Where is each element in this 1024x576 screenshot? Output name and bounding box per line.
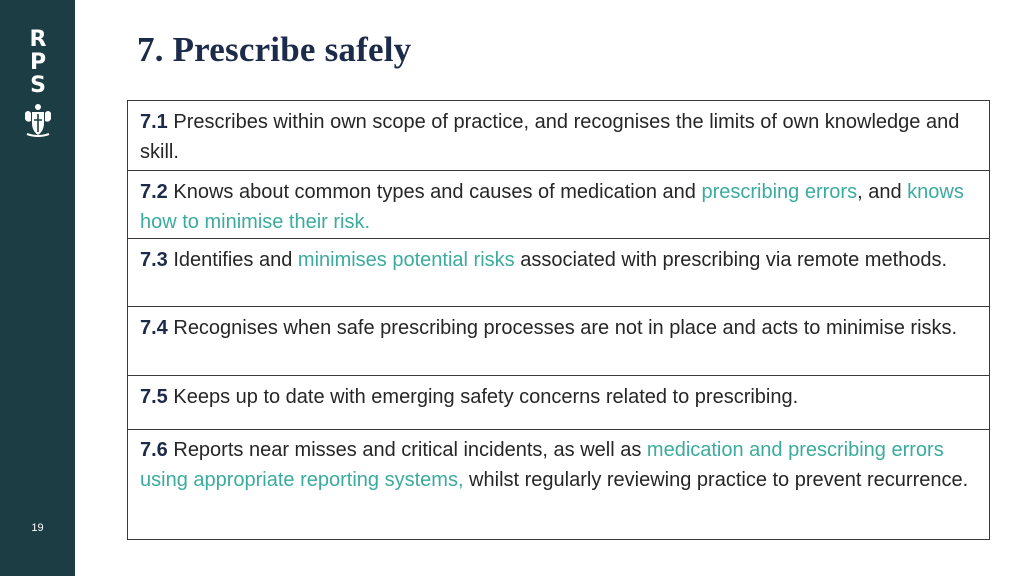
sidebar (0, 0, 75, 576)
page-title: 7. Prescribe safely (137, 30, 412, 69)
table-row (128, 429, 989, 539)
row-text: , and (857, 181, 908, 203)
highlight-text: knows how to minimise their risk. (140, 181, 964, 233)
row-number: 7.6 (140, 439, 168, 461)
row-text: whilst regularly reviewing practice to prevent recurrence. (463, 468, 969, 491)
row-text: associated with prescribing via remote methods. (514, 249, 948, 271)
row-number: 7.1 (140, 111, 168, 133)
row-text: Identifies and (167, 249, 298, 271)
row-text: Keeps up to date with emerging safety concerns related to prescribing. (167, 386, 799, 408)
highlight-text: prescribing errors (701, 181, 858, 203)
table-row (128, 170, 989, 238)
row-text: Recognises when safe prescribing processes are not in place and acts to minimise risks. (167, 317, 958, 339)
page-number: 19 (31, 522, 44, 534)
row-text: Prescribes within own scope of practice, and recognises the limits of own knowledge and skill. (140, 111, 960, 163)
logo-letter-r: R (29, 27, 47, 52)
row-text: Reports near misses and critical incidents, as well as (167, 439, 647, 461)
highlight-text: minimises potential risks (297, 249, 515, 271)
competency-table (127, 100, 990, 540)
row-number: 7.3 (140, 249, 168, 271)
row-number: 7.4 (140, 317, 168, 339)
table-row (128, 238, 989, 306)
rps-logo (24, 28, 52, 97)
row-number: 7.5 (140, 386, 168, 408)
table-row (128, 306, 989, 375)
table-row (128, 101, 989, 170)
logo-letter-p: P (29, 50, 47, 75)
highlight-text: medication and prescribing errors using appropriate reporting systems, (140, 439, 944, 491)
logo-letter-s: S (30, 73, 46, 98)
row-number: 7.2 (140, 181, 168, 203)
row-text: Knows about common types and causes of medication and (167, 181, 702, 203)
heraldic-crest-icon (23, 103, 53, 137)
table-row (128, 375, 989, 429)
